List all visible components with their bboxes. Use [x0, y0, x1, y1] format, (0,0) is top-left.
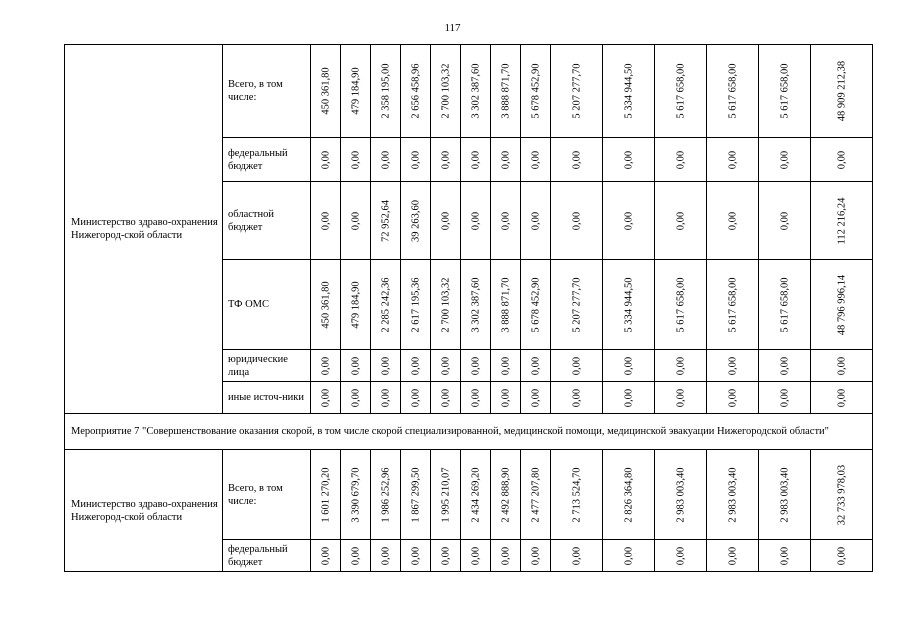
value-text: 0,00 — [675, 356, 686, 375]
value-text: 2 477 207,80 — [530, 466, 541, 523]
value-cell — [551, 45, 603, 138]
value-text: 0,00 — [500, 546, 511, 565]
value-text: 0,00 — [440, 211, 451, 230]
value-text: 0,00 — [530, 150, 541, 169]
value-text: 2 700 103,32 — [440, 63, 451, 119]
value-text: 0,00 — [350, 356, 361, 375]
value-text: 0,00 — [623, 388, 634, 407]
value-cell — [811, 382, 873, 414]
value-text: 0,00 — [380, 388, 391, 407]
value-cell — [371, 182, 401, 260]
value-cell — [551, 450, 603, 540]
value-cell — [371, 260, 401, 350]
table-row — [65, 45, 873, 138]
value-cell — [401, 450, 431, 540]
value-text: 0,00 — [320, 546, 331, 565]
value-text: 0,00 — [350, 546, 361, 565]
value-cell — [311, 138, 341, 182]
value-text: 0,00 — [320, 388, 331, 407]
value-cell — [431, 182, 461, 260]
value-text: 0,00 — [500, 150, 511, 169]
value-text: 0,00 — [470, 150, 481, 169]
value-text: 5 617 658,00 — [675, 276, 686, 333]
value-text: 5 617 658,00 — [779, 276, 790, 333]
value-cell — [401, 350, 431, 382]
value-cell — [521, 540, 551, 572]
value-cell — [759, 260, 811, 350]
value-text: 0,00 — [320, 211, 331, 230]
value-cell — [521, 382, 551, 414]
value-cell — [759, 540, 811, 572]
value-text: 0,00 — [779, 150, 790, 169]
value-cell — [521, 182, 551, 260]
value-text: 0,00 — [440, 546, 451, 565]
value-cell — [461, 382, 491, 414]
value-text: 2 826 364,80 — [623, 466, 634, 523]
value-text: 0,00 — [836, 356, 847, 375]
value-text: 5 207 277,70 — [571, 276, 582, 333]
value-text: 0,00 — [440, 150, 451, 169]
value-text: 0,00 — [727, 356, 738, 375]
value-cell — [655, 182, 707, 260]
value-cell — [655, 350, 707, 382]
value-text: 0,00 — [727, 211, 738, 230]
value-text: 0,00 — [571, 150, 582, 169]
value-text: 3 888 871,70 — [500, 276, 511, 333]
value-text: 2 617 195,36 — [410, 276, 421, 333]
value-text: 0,00 — [410, 546, 421, 565]
value-text: 0,00 — [675, 150, 686, 169]
value-cell — [461, 350, 491, 382]
value-text: 479 184,90 — [350, 67, 361, 115]
value-cell — [655, 138, 707, 182]
value-text: 0,00 — [779, 546, 790, 565]
value-text: 0,00 — [675, 211, 686, 230]
value-text: 5 207 277,70 — [571, 63, 582, 119]
value-cell — [759, 350, 811, 382]
value-text: 5 617 658,00 — [727, 276, 738, 333]
value-cell — [341, 450, 371, 540]
value-text: 0,00 — [779, 211, 790, 230]
value-text: 3 302 387,60 — [470, 63, 481, 119]
value-text: 0,00 — [623, 356, 634, 375]
value-text: 0,00 — [571, 356, 582, 375]
value-text: 5 678 452,90 — [530, 276, 541, 333]
value-cell — [759, 450, 811, 540]
value-cell — [491, 350, 521, 382]
value-cell — [461, 45, 491, 138]
value-text: 0,00 — [380, 150, 391, 169]
value-text: 0,00 — [350, 388, 361, 407]
value-text: 0,00 — [623, 211, 634, 230]
value-text: 0,00 — [836, 546, 847, 565]
value-cell — [491, 260, 521, 350]
value-cell — [341, 260, 371, 350]
funding-source-cell: юридические лица — [223, 350, 311, 382]
funding-source-cell: Всего, в том числе: — [223, 45, 311, 138]
value-cell — [655, 382, 707, 414]
value-cell — [655, 540, 707, 572]
value-text: 0,00 — [675, 546, 686, 565]
value-cell — [491, 382, 521, 414]
value-text: 112 216,24 — [836, 197, 847, 244]
value-cell — [603, 182, 655, 260]
value-cell — [311, 260, 341, 350]
value-cell — [521, 450, 551, 540]
value-cell — [811, 45, 873, 138]
value-text: 3 888 871,70 — [500, 63, 511, 119]
value-text: 2 713 524,70 — [571, 466, 582, 523]
value-cell — [431, 350, 461, 382]
value-text: 2 656 458,96 — [410, 63, 421, 119]
value-text: 0,00 — [779, 356, 790, 375]
value-cell — [401, 138, 431, 182]
funding-source-cell: Всего, в том числе: — [223, 450, 311, 540]
value-text: 0,00 — [675, 388, 686, 407]
value-cell — [707, 260, 759, 350]
value-cell — [431, 540, 461, 572]
value-cell — [491, 450, 521, 540]
value-cell — [311, 382, 341, 414]
value-text: 2 983 003,40 — [675, 466, 686, 523]
event-title: Мероприятие 7 "Совершенствование оказания скорой, в том числе скорой специализированной, медицинской помощи, медицинской эвакуации Нижегородской области" — [65, 414, 873, 450]
value-cell — [401, 182, 431, 260]
value-cell — [371, 540, 401, 572]
value-text: 5 334 944,50 — [623, 63, 634, 119]
value-text: 0,00 — [470, 546, 481, 565]
value-cell — [551, 138, 603, 182]
value-cell — [707, 540, 759, 572]
value-cell — [341, 45, 371, 138]
value-cell — [431, 450, 461, 540]
value-cell — [603, 450, 655, 540]
value-cell — [551, 540, 603, 572]
funding-source-cell: областной бюджет — [223, 182, 311, 260]
value-text: 1 867 299,50 — [410, 466, 421, 523]
value-cell — [707, 350, 759, 382]
value-cell — [461, 138, 491, 182]
value-cell — [371, 450, 401, 540]
organization-cell: Министерство здраво-охранения Нижегород-ской области — [65, 45, 223, 414]
value-cell — [371, 350, 401, 382]
value-cell — [311, 182, 341, 260]
funding-source-cell: ТФ ОМС — [223, 260, 311, 350]
value-cell — [521, 260, 551, 350]
value-cell — [707, 138, 759, 182]
value-text: 0,00 — [380, 546, 391, 565]
value-text: 0,00 — [500, 388, 511, 407]
value-text: 3 302 387,60 — [470, 276, 481, 333]
value-text: 2 434 269,20 — [470, 466, 481, 523]
value-text: 0,00 — [470, 211, 481, 230]
value-cell — [311, 45, 341, 138]
value-cell — [521, 350, 551, 382]
value-text: 2 358 195,00 — [380, 63, 391, 119]
value-cell — [707, 382, 759, 414]
organization-cell: Министерство здраво-охранения Нижегород-ской области — [65, 450, 223, 572]
value-text: 0,00 — [530, 211, 541, 230]
value-text: 0,00 — [380, 356, 391, 375]
value-cell — [603, 138, 655, 182]
value-text: 0,00 — [836, 388, 847, 407]
value-text: 0,00 — [470, 356, 481, 375]
value-cell — [431, 45, 461, 138]
value-cell — [603, 382, 655, 414]
value-text: 0,00 — [571, 546, 582, 565]
value-text: 0,00 — [530, 546, 541, 565]
funding-source-cell: иные источ-ники — [223, 382, 311, 414]
value-cell — [811, 350, 873, 382]
value-cell — [341, 138, 371, 182]
value-cell — [603, 260, 655, 350]
value-text: 0,00 — [530, 388, 541, 407]
value-cell — [551, 182, 603, 260]
value-cell — [341, 350, 371, 382]
value-cell — [603, 540, 655, 572]
value-cell — [811, 138, 873, 182]
page-number: 117 — [444, 22, 461, 34]
value-cell — [311, 450, 341, 540]
value-text: 5 617 658,00 — [675, 63, 686, 119]
value-text: 450 361,80 — [320, 67, 331, 115]
value-cell — [551, 350, 603, 382]
value-text: 2 492 888,90 — [500, 466, 511, 523]
value-text: 0,00 — [779, 388, 790, 407]
value-text: 0,00 — [410, 150, 421, 169]
value-cell — [311, 350, 341, 382]
value-text: 0,00 — [410, 388, 421, 407]
value-cell — [811, 260, 873, 350]
value-cell — [461, 182, 491, 260]
value-text: 39 263,60 — [410, 199, 421, 242]
value-cell — [371, 138, 401, 182]
value-cell — [461, 540, 491, 572]
value-text: 5 617 658,00 — [727, 63, 738, 119]
value-text: 0,00 — [320, 356, 331, 375]
value-text: 0,00 — [623, 150, 634, 169]
value-text: 72 952,64 — [380, 199, 391, 242]
value-cell — [401, 382, 431, 414]
value-cell — [491, 540, 521, 572]
value-cell — [341, 540, 371, 572]
value-text: 0,00 — [470, 388, 481, 407]
value-text: 5 678 452,90 — [530, 63, 541, 119]
value-cell — [371, 382, 401, 414]
value-text: 2 700 103,32 — [440, 276, 451, 333]
value-text: 2 983 003,40 — [779, 466, 790, 523]
value-cell — [341, 382, 371, 414]
value-cell — [707, 450, 759, 540]
value-cell — [521, 138, 551, 182]
value-text: 2 285 242,36 — [380, 276, 391, 333]
value-cell — [551, 382, 603, 414]
value-cell — [401, 45, 431, 138]
value-cell — [461, 450, 491, 540]
value-text: 0,00 — [623, 546, 634, 565]
value-text: 0,00 — [836, 150, 847, 169]
value-cell — [759, 182, 811, 260]
value-cell — [707, 45, 759, 138]
value-cell — [311, 540, 341, 572]
value-text: 0,00 — [727, 388, 738, 407]
value-text: 0,00 — [440, 388, 451, 407]
value-cell — [431, 382, 461, 414]
value-cell — [491, 182, 521, 260]
table-row — [65, 450, 873, 540]
value-text: 0,00 — [320, 150, 331, 169]
value-cell — [603, 45, 655, 138]
value-text: 1 601 270,20 — [320, 466, 331, 523]
value-text: 2 983 003,40 — [727, 466, 738, 523]
value-text: 0,00 — [350, 150, 361, 169]
value-cell — [401, 540, 431, 572]
value-text: 0,00 — [440, 356, 451, 375]
value-text: 1 995 210,07 — [440, 466, 451, 523]
value-text: 0,00 — [727, 546, 738, 565]
value-cell — [461, 260, 491, 350]
value-cell — [759, 138, 811, 182]
value-text: 5 617 658,00 — [779, 63, 790, 119]
value-text: 0,00 — [410, 356, 421, 375]
value-cell — [491, 138, 521, 182]
value-cell — [551, 260, 603, 350]
value-cell — [655, 260, 707, 350]
value-text: 5 334 944,50 — [623, 276, 634, 333]
value-cell — [707, 182, 759, 260]
value-text: 48 796 996,14 — [836, 274, 847, 335]
value-cell — [655, 450, 707, 540]
value-cell — [521, 45, 551, 138]
value-text: 0,00 — [571, 211, 582, 230]
value-text: 0,00 — [350, 211, 361, 230]
value-cell — [811, 182, 873, 260]
value-text: 0,00 — [530, 356, 541, 375]
value-text: 0,00 — [571, 388, 582, 407]
event-row — [65, 414, 873, 450]
value-text: 0,00 — [727, 150, 738, 169]
value-cell — [603, 350, 655, 382]
value-cell — [431, 260, 461, 350]
value-text: 0,00 — [500, 356, 511, 375]
value-cell — [811, 450, 873, 540]
value-text: 32 733 978,03 — [836, 464, 847, 525]
value-cell — [655, 45, 707, 138]
value-text: 1 986 252,96 — [380, 466, 391, 523]
value-cell — [759, 382, 811, 414]
value-cell — [371, 45, 401, 138]
value-cell — [759, 45, 811, 138]
value-text: 0,00 — [500, 211, 511, 230]
value-cell — [401, 260, 431, 350]
funding-source-cell: федеральный бюджет — [223, 540, 311, 572]
value-text: 48 909 212,38 — [836, 60, 847, 122]
value-cell — [811, 540, 873, 572]
funding-source-cell: федеральный бюджет — [223, 138, 311, 182]
value-cell — [431, 138, 461, 182]
budget-table — [64, 44, 873, 572]
value-text: 450 361,80 — [320, 280, 331, 329]
value-cell — [341, 182, 371, 260]
value-cell — [491, 45, 521, 138]
value-text: 3 390 679,70 — [350, 466, 361, 523]
value-text: 479 184,90 — [350, 280, 361, 329]
